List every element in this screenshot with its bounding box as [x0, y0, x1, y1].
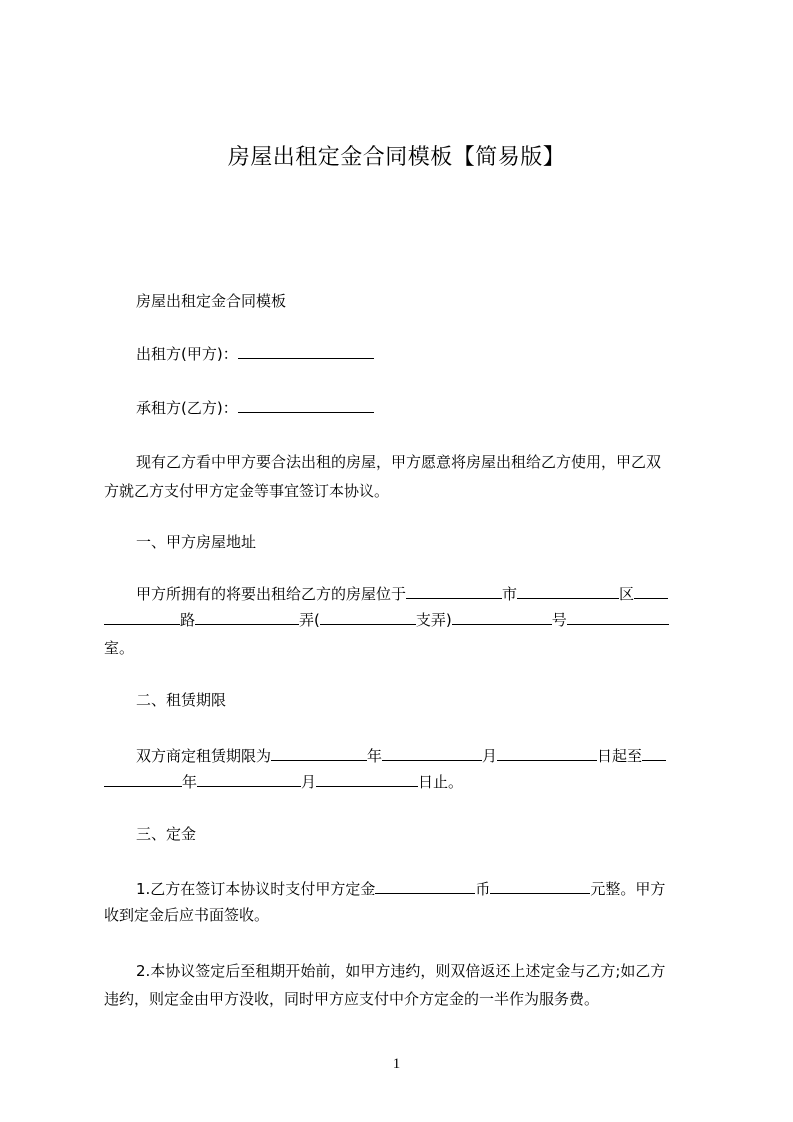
- lane-suffix: 弄(: [299, 611, 320, 629]
- number-suffix: 号: [551, 611, 567, 629]
- lessor-line: [104, 338, 732, 370]
- district-suffix: 区: [619, 585, 635, 603]
- road-blank-end: [104, 609, 180, 625]
- sub-lane-suffix: 支弄): [415, 611, 452, 629]
- start-year-suffix: 年: [367, 747, 383, 765]
- address-line-3: 室。: [104, 639, 135, 657]
- road-blank-start: [634, 583, 668, 599]
- currency-blank: [375, 878, 475, 894]
- deposit-item-1-line-2: 收到定金后应书面签收。: [104, 906, 270, 924]
- end-day-suffix: 日止。: [418, 773, 464, 791]
- lessee-blank: [238, 397, 374, 413]
- deposit-intro: 1.乙方在签订本协议时支付甲方定金: [136, 880, 376, 898]
- intro-line-1: 现有乙方看中甲方要合法出租的房屋，甲方愿意将房屋出租给乙方使用，甲乙双: [136, 453, 662, 471]
- document-title: 房屋出租定金合同模板【简易版】: [227, 145, 566, 170]
- end-month-blank: [197, 771, 301, 787]
- start-day-suffix: 日起至: [597, 747, 643, 765]
- start-day-blank: [497, 745, 597, 761]
- amount-suffix: 元整。甲方: [590, 880, 666, 898]
- intro-line-2: 方就乙方支付甲方定金等事宜签订本协议。: [104, 482, 390, 500]
- room-blank: [567, 609, 669, 625]
- lessee-label: 承租方(乙方)：: [136, 399, 238, 417]
- start-year-blank: [271, 745, 367, 761]
- end-day-blank: [316, 771, 418, 787]
- deposit-item-2-line-1: 2.本协议签定后至租期开始前，如甲方违约，则双倍返还上述定金与乙方;如乙方: [136, 962, 666, 980]
- road-suffix: 路: [180, 611, 196, 629]
- subtitle: 房屋出租定金合同模板: [136, 292, 287, 310]
- lessor-blank: [238, 343, 374, 359]
- lessor-label: 出租方(甲方)：: [136, 345, 238, 363]
- number-blank: [452, 609, 552, 625]
- district-blank: [517, 583, 619, 599]
- start-month-suffix: 月: [482, 747, 498, 765]
- page-number: 1: [392, 1056, 401, 1072]
- address-intro: 甲方所拥有的将要出租给乙方的房屋位于: [136, 585, 407, 603]
- city-suffix: 市: [502, 585, 518, 603]
- amount-blank: [490, 878, 590, 894]
- section-2-heading: 二、租赁期限: [136, 691, 227, 709]
- end-year-suffix: 年: [182, 773, 198, 791]
- term-intro: 双方商定租赁期限为: [136, 747, 272, 765]
- end-year-blank-end: [104, 771, 182, 787]
- end-year-blank-start: [642, 745, 666, 761]
- deposit-item-2-line-2: 违约，则定金由甲方没收，同时甲方应支付中介方定金的一半作为服务费。: [104, 990, 600, 1008]
- end-month-suffix: 月: [301, 773, 317, 791]
- sub-lane-blank: [320, 609, 416, 625]
- currency-suffix: 币: [475, 880, 491, 898]
- city-blank: [406, 583, 502, 599]
- start-month-blank: [382, 745, 482, 761]
- lane-blank: [195, 609, 299, 625]
- lessee-line: [104, 392, 732, 424]
- section-3-heading: 三、定金: [136, 825, 197, 843]
- section-1-heading: 一、甲方房屋地址: [136, 533, 257, 551]
- term-line-2: [104, 766, 700, 798]
